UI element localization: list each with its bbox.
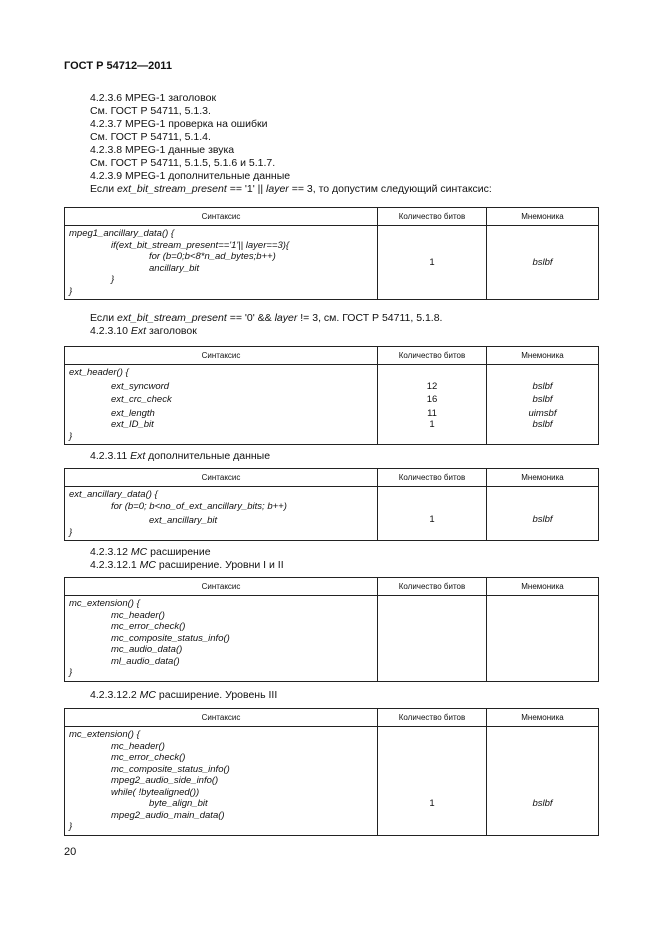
syntax-line: ext_length [111,407,155,419]
col-header-mnemonic: Мнемоника [487,347,599,365]
syntax-line: mpeg2_audio_main_data() [111,809,225,821]
bits-value: 11 [427,407,437,419]
section-heading-4-2-3-9: 4.2.3.9 MPEG-1 дополнительные данные [90,170,291,182]
section-heading-4-2-3-11: 4.2.3.11 Ext дополнительные данные [90,450,271,462]
syntax-line: if(ext_bit_stream_present=='1'|| layer==3){ [111,239,290,251]
col-header-mnemonic: Мнемоника [487,208,599,226]
syntax-line: ext_syncword [111,380,170,392]
col-header-syntax: Синтаксис [65,347,378,365]
bits-value: 16 [426,394,438,405]
syntax-line: ext_header() { [69,367,129,378]
bits-value: 1 [429,419,435,430]
syntax-line: ext_crc_check [111,394,172,405]
mnemonic-cell: bslbf [487,226,599,300]
col-header-mnemonic: Мнемоника [487,709,599,727]
syntax-line: mpeg1_ancillary_data() { [69,228,175,239]
syntax-line: mc_composite_status_info() [111,763,230,775]
syntax-line: mc_error_check() [111,621,186,632]
mnemonic-cell [487,365,599,445]
bits-cell [378,365,487,445]
reference-text: См. ГОСТ Р 54711, 5.1.4. [90,131,211,143]
col-header-bits: Количество битов [378,578,487,596]
reference-text: См. ГОСТ Р 54711, 5.1.3. [90,105,211,117]
syntax-line: ext_ancillary_bit [149,515,218,526]
bits-value: 12 [426,380,438,392]
col-header-syntax: Синтаксис [65,578,378,596]
syntax-table-ext-ancillary [64,468,599,541]
syntax-cell [65,596,378,682]
syntax-line: for (b=0;b<8*n_ad_bytes;b++) [149,251,276,262]
syntax-table-ext-header [64,346,599,445]
section-heading-4-2-3-6: 4.2.3.6 MPEG-1 заголовок [90,92,217,104]
syntax-line: while( !bytealigned()) [111,786,200,798]
syntax-line: for (b=0; b<no_of_ext_ancillary_bits; b++) [111,500,287,512]
col-header-bits: Количество битов [378,347,487,365]
syntax-line: ancillary_bit [149,262,200,274]
syntax-table-mc-extension-3 [64,708,599,836]
col-header-bits: Количество битов [378,208,487,226]
section-heading-4-2-3-8: 4.2.3.8 MPEG-1 данные звука [90,144,235,156]
syntax-table-mc-extension-1-2 [64,577,599,682]
col-header-mnemonic: Мнемоника [487,469,599,487]
section-heading-4-2-3-10: 4.2.3.10 Ext заголовок [90,325,197,337]
col-header-bits: Количество битов [378,469,487,487]
syntax-cell [65,226,378,300]
syntax-line: mc_extension() { [69,729,140,740]
syntax-line: mc_extension() { [69,598,140,609]
bits-cell: 1 [378,226,487,300]
syntax-line: mc_composite_status_info() [111,632,230,644]
syntax-line: mpeg2_audio_side_info() [111,775,219,786]
section-heading-4-2-3-12-1: 4.2.3.12.1 MC расширение. Уровни I и II [90,559,284,571]
syntax-line: ext_ancillary_data() { [69,489,158,500]
syntax-line: } [69,430,73,442]
mnemonic-value: bslbf [532,419,553,430]
mnemonic-cell: bslbf [487,487,599,541]
syntax-line: byte_align_bit [149,798,208,809]
syntax-line: mc_header() [111,740,165,752]
section-heading-4-2-3-7: 4.2.3.7 MPEG-1 проверка на ошибки [90,118,268,130]
page-number: 20 [64,846,77,858]
syntax-line: } [69,667,73,678]
bits-cell: 1 [378,727,487,836]
syntax-table-mpeg1-ancillary [64,207,599,300]
syntax-line: mc_header() [111,609,165,621]
bits-cell [378,596,487,682]
condition-text-2: Если ext_bit_stream_present == '0' && layer != 3, см. ГОСТ Р 54711, 5.1.8. [90,312,443,324]
mnemonic-value: uimsbf [528,407,557,419]
syntax-line: } [69,285,73,297]
bits-cell: 1 [378,487,487,541]
syntax-line: mc_error_check() [111,752,186,763]
col-header-mnemonic: Мнемоника [487,578,599,596]
syntax-line: } [111,274,115,285]
section-heading-4-2-3-12-2: 4.2.3.12.2 MC расширение. Уровень III [90,689,278,701]
section-heading-4-2-3-12: 4.2.3.12 MC расширение [90,546,211,558]
syntax-cell [65,727,378,836]
mnemonic-value: bslbf [532,394,553,405]
syntax-line: ml_audio_data() [111,655,180,667]
col-header-syntax: Синтаксис [65,208,378,226]
mnemonic-value: bslbf [532,380,553,392]
col-header-bits: Количество битов [378,709,487,727]
mnemonic-cell: bslbf [487,727,599,836]
document-header: ГОСТ Р 54712—2011 [64,60,172,72]
col-header-syntax: Синтаксис [65,709,378,727]
syntax-line: mc_audio_data() [111,644,183,655]
col-header-syntax: Синтаксис [65,469,378,487]
mnemonic-cell [487,596,599,682]
syntax-cell [65,365,378,445]
syntax-line: } [69,526,73,538]
syntax-cell [65,487,378,541]
condition-text-1: Если ext_bit_stream_present == '1' || layer == 3, то допустим следующий синтаксис: [90,183,492,195]
syntax-line: ext_ID_bit [111,419,154,430]
reference-text: См. ГОСТ Р 54711, 5.1.5, 5.1.6 и 5.1.7. [90,157,276,169]
syntax-line: } [69,821,73,832]
